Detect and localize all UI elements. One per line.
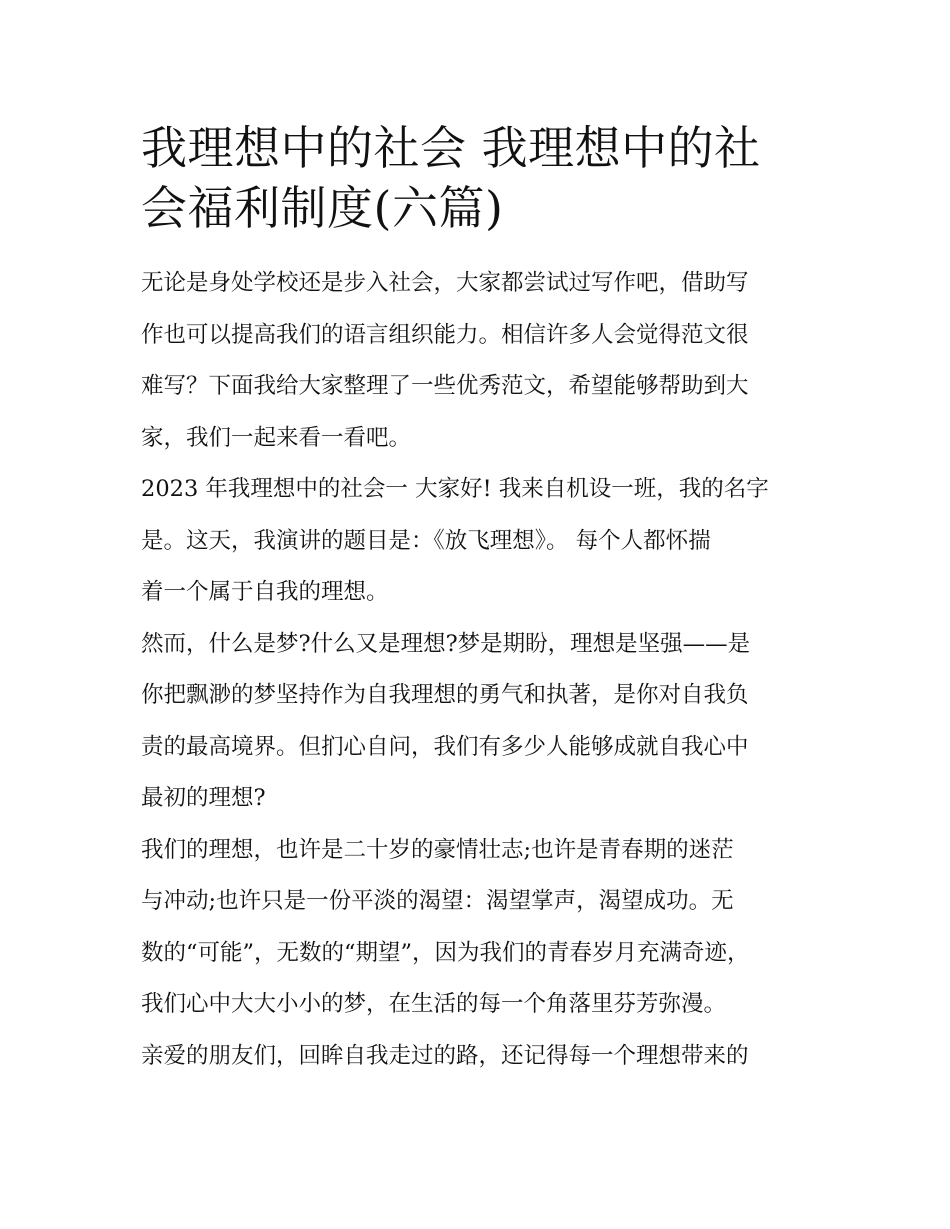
paragraph-look-back: 亲爱的朋友们，回眸自我走过的路，还记得每一个理想带来的 (141, 1042, 749, 1069)
paragraph-our-ideals: 我们的理想，也许是二十岁的豪情壮志;也许是青春期的迷茫 与冲动;也许只是一份平淡的渴望：渴望掌声，渴望成功。无 数的“可能”，无数的“期望”，因为我们的青春岁月充满奇迹， 我们心中大大小小的梦，在生活的每一个角落里芬芳弥漫。 (141, 836, 750, 1017)
document-title: 我理想中的社会 我理想中的社 会福利制度(六篇) (141, 121, 761, 235)
document-body (141, 118, 817, 1082)
paragraph-dream-vs-ideal: 然而，什么是梦?什么又是理想?梦是期盼，理想是坚强——是 你把飘渺的梦坚持作为自我理想的勇气和执著，是你对自我负 责的最高境界。但扪心自问，我们有多少人能够成就自我心中 最初的理想? (141, 630, 751, 811)
paragraph-list (141, 258, 817, 1082)
paragraph-speech-opening: 2023 年我理想中的社会一 大家好! 我来自机设一班，我的名字 是。这天，我演讲的题目是：《放飞理想》。 每个人都怀揣 着一个属于自我的理想。 (141, 476, 769, 605)
paragraph-intro: 无论是身处学校还是步入社会，大家都尝试过写作吧，借助写 作也可以提高我们的语言组织能力。相信许多人会觉得范文很 难写？下面我给大家整理了一些优秀范文，希望能够帮助到大 家，我们一起来看一看吧。 (141, 270, 749, 451)
